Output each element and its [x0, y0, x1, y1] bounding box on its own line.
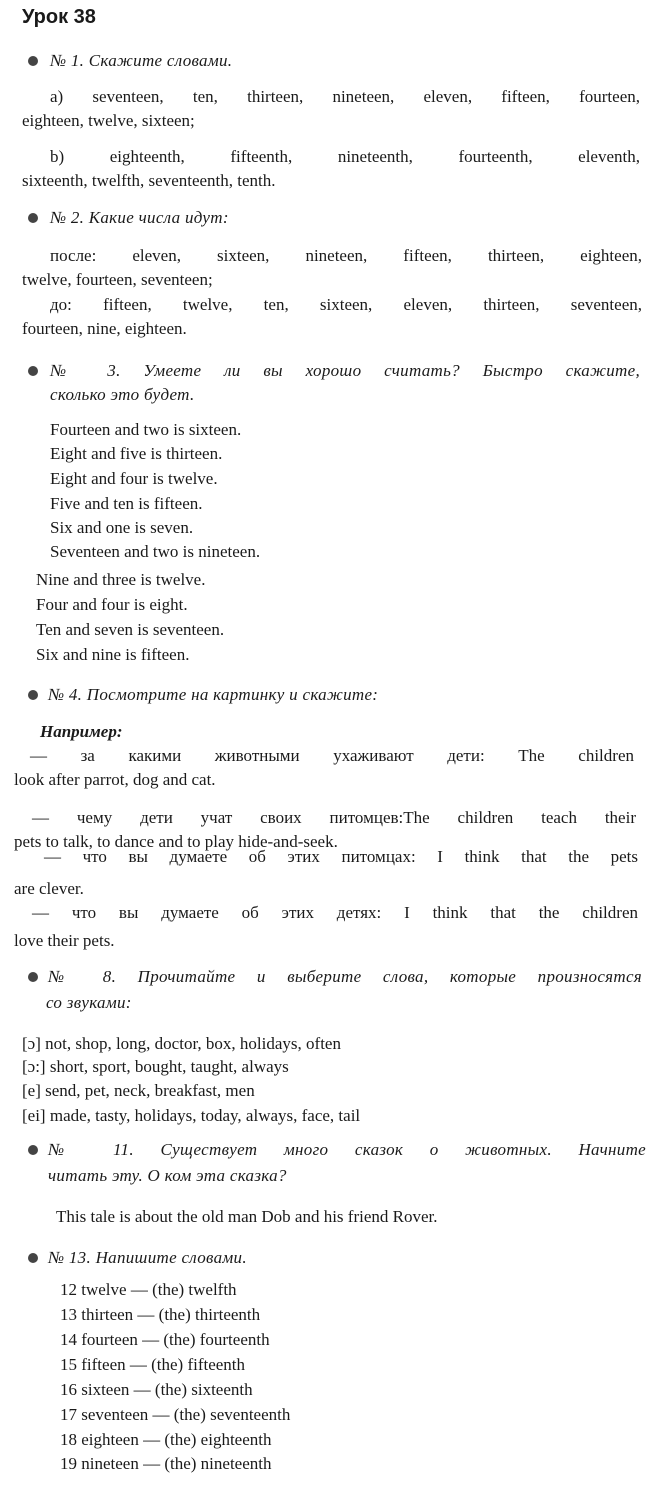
text-line: sixteenth, twelfth, seventeenth, tenth.: [22, 171, 276, 190]
text-line: — что вы думаете об этих питомцах: I think that the pets: [44, 847, 638, 866]
text-line: fourteen, nine, eighteen.: [22, 319, 187, 338]
text-line: после: eleven, sixteen, nineteen, fifteen, thirteen, eighteen,: [50, 246, 642, 265]
text-line: [ɔ:] short, sport, bought, taught, always: [22, 1057, 289, 1076]
text-line: Four and four is eight.: [36, 595, 188, 614]
text-line: 16 sixteen — (the) sixteenth: [60, 1380, 253, 1399]
exercise-1-header: № 1. Скажите словами.: [50, 51, 233, 70]
text-line: eighteen, twelve, sixteen;: [22, 111, 195, 130]
text-line: Seventeen and two is nineteen.: [50, 542, 261, 561]
exercise-13-header: № 13. Напишите словами.: [48, 1248, 247, 1267]
text-line: 15 fifteen — (the) fifteenth: [60, 1355, 246, 1374]
exercise-2-header: № 2. Какие числа идут:: [50, 208, 229, 227]
bullet-icon: [28, 1253, 38, 1263]
text-line: — что вы думаете об этих детях: I think that the children: [32, 903, 638, 922]
text-line: a) seventeen, ten, thirteen, nineteen, eleven, fifteen, fourteen,: [50, 87, 640, 106]
bullet-icon: [28, 366, 38, 376]
bullet-icon: [28, 56, 38, 66]
text-line: Eight and five is thirteen.: [50, 444, 223, 463]
bullet-icon: [28, 1145, 38, 1155]
text-line: twelve, fourteen, seventeen;: [22, 270, 213, 289]
text-line: 17 seventeen — (the) seventeenth: [60, 1405, 291, 1424]
text-line: — чему дети учат своих питомцев:The children teach their: [32, 808, 636, 827]
text-line: 19 nineteen — (the) nineteenth: [60, 1454, 272, 1473]
text-line: [ɔ] not, shop, long, doctor, box, holidays, often: [22, 1034, 341, 1053]
text-line: [ei] made, tasty, holidays, today, always, face, tail: [22, 1106, 361, 1125]
text-line: Eight and four is twelve.: [50, 469, 218, 488]
text-line: 13 thirteen — (the) thirteenth: [60, 1305, 261, 1324]
text-line: 18 eighteen — (the) eighteenth: [60, 1430, 272, 1449]
text-line: This tale is about the old man Dob and his friend Rover.: [56, 1207, 438, 1226]
text-line: Fourteen and two is sixteen.: [50, 420, 242, 439]
exercise-3-header: сколько это будет.: [50, 385, 195, 404]
text-line: pets to talk, to dance and to play hide-and-seek.: [14, 832, 338, 851]
exercise-8-header: со звуками:: [46, 993, 132, 1012]
exercise-11-header: читать эту. О ком эта сказка?: [48, 1166, 287, 1185]
text-line: до: fifteen, twelve, ten, sixteen, eleven, thirteen, seventeen,: [50, 295, 642, 314]
exercise-4-header: № 4. Посмотрите на картинку и скажите:: [48, 685, 379, 704]
bullet-icon: [28, 213, 38, 223]
text-line: b) eighteenth, fifteenth, nineteenth, fourteenth, eleventh,: [50, 147, 640, 166]
text-line: look after parrot, dog and cat.: [14, 770, 216, 789]
bullet-icon: [28, 972, 38, 982]
exercise-8-header: № 8. Прочитайте и выберите слова, которые произносятся: [48, 967, 642, 986]
page-title: Урок 38: [22, 6, 96, 28]
text-line: Ten and seven is seventeen.: [36, 620, 225, 639]
text-line: Six and nine is fifteen.: [36, 645, 190, 664]
bullet-icon: [28, 690, 38, 700]
text-line: [e] send, pet, neck, breakfast, men: [22, 1081, 255, 1100]
text-line: Five and ten is fifteen.: [50, 494, 203, 513]
text-line: — за какими животными ухаживают дети: The children: [30, 746, 634, 765]
text-line: 12 twelve — (the) twelfth: [60, 1280, 237, 1299]
text-line: are clever.: [14, 879, 84, 898]
text-line: 14 fourteen — (the) fourteenth: [60, 1330, 270, 1349]
text-line: Six and one is seven.: [50, 518, 194, 537]
text-line: Nine and three is twelve.: [36, 570, 206, 589]
exercise-3-header: № 3. Умеете ли вы хорошо считать? Быстро скажите,: [50, 361, 640, 380]
text-line: love their pets.: [14, 931, 115, 950]
exercise-11-header: № 11. Существует много сказок о животных. Начните: [48, 1140, 646, 1159]
example-label: Например:: [40, 722, 123, 741]
